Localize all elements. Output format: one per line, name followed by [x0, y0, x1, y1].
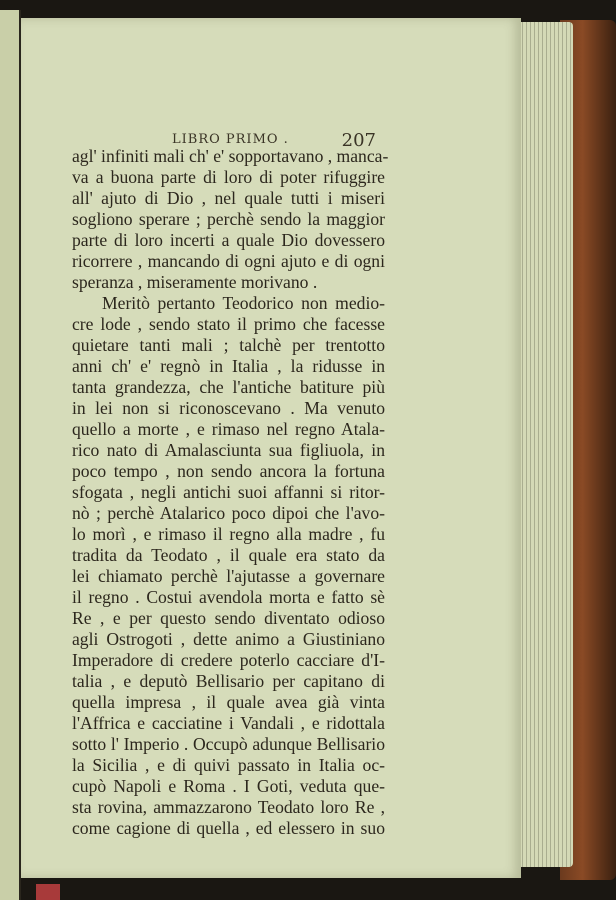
text-line: lo morì , e rimaso il regno alla madre , fu	[72, 524, 385, 544]
text-line: cupò Napoli e Roma . I Goti, veduta que-	[72, 776, 385, 796]
text-line: Imperadore di credere poterlo cacciare d'I-	[72, 650, 385, 670]
text-line: in lei non si riconoscevano . Ma venuto	[72, 398, 385, 418]
page-number: 207	[341, 130, 376, 151]
text-line: rico nato di Amalasciunta sua figliuola, in	[72, 440, 385, 460]
text-line: va a buona parte di loro di poter rifuggire	[72, 167, 385, 187]
text-line: sogliono sperare ; perchè sendo la maggior	[72, 209, 385, 229]
text-line: quietare tanti mali ; talchè per trentotto	[72, 335, 385, 355]
bookmark-ribbon	[36, 884, 60, 900]
text-line: talia , e deputò Bellisario per capitano di	[72, 671, 385, 691]
text-line: lei chiamato perchè l'ajutasse a governare	[72, 566, 385, 586]
text-line: parte di loro incerti a quale Dio dovessero	[72, 230, 385, 250]
body-text	[72, 146, 389, 839]
text-line: agl' infiniti mali ch' e' sopportavano , manca-	[72, 146, 389, 166]
text-line: speranza , miseramente morivano .	[72, 272, 318, 292]
page-edges	[515, 22, 573, 867]
text-line: tanta grandezza, che l'antiche batiture più	[72, 377, 385, 397]
text-line: sta rovina, ammazzarono Teodato loro Re ,	[72, 797, 385, 817]
text-line: poco tempo , non sendo ancora la fortuna	[72, 461, 385, 481]
text-line: il regno . Costui avendola morta e fatto sè	[72, 587, 385, 607]
text-line: quello a morte , e rimaso nel regno Atala-	[72, 419, 385, 439]
text-line: l'Affrica e cacciatine i Vandali , e ridottala	[72, 713, 385, 733]
text-line: come cagione di quella , ed elessero in suo	[72, 818, 385, 838]
text-line: all' ajuto di Dio , nel quale tutti i miseri	[72, 188, 385, 208]
text-line: agli Ostrogoti , dette animo a Giustiniano	[72, 629, 385, 649]
text-line: nò ; perchè Atalarico poco dipoi che l'avo-	[72, 503, 385, 523]
text-line: sfogata , negli antichi suoi affanni si ritor-	[72, 482, 385, 502]
text-line: quella impresa , il quale avea già vinta	[72, 692, 385, 712]
text-line: sotto l' Imperio . Occupò adunque Bellisario	[72, 734, 385, 754]
running-title: LIBRO PRIMO .	[172, 132, 289, 147]
text-line: anni ch' e' regnò in Italia , la ridusse in	[72, 356, 385, 376]
previous-page-edge	[0, 10, 21, 900]
text-line: ricorrere , mancando di ogni ajuto e di ogni	[72, 251, 385, 271]
text-line: tradita da Teodato , il quale era stato da	[72, 545, 385, 565]
text-line: cre lode , sendo stato il primo che facesse	[72, 314, 385, 334]
text-line: Meritò pertanto Teodorico non medio-	[102, 293, 385, 313]
text-line: Re , e per questo sendo diventato odioso	[72, 608, 385, 628]
text-line: la Sicilia , e di quivi passato in Italia oc-	[72, 755, 385, 775]
